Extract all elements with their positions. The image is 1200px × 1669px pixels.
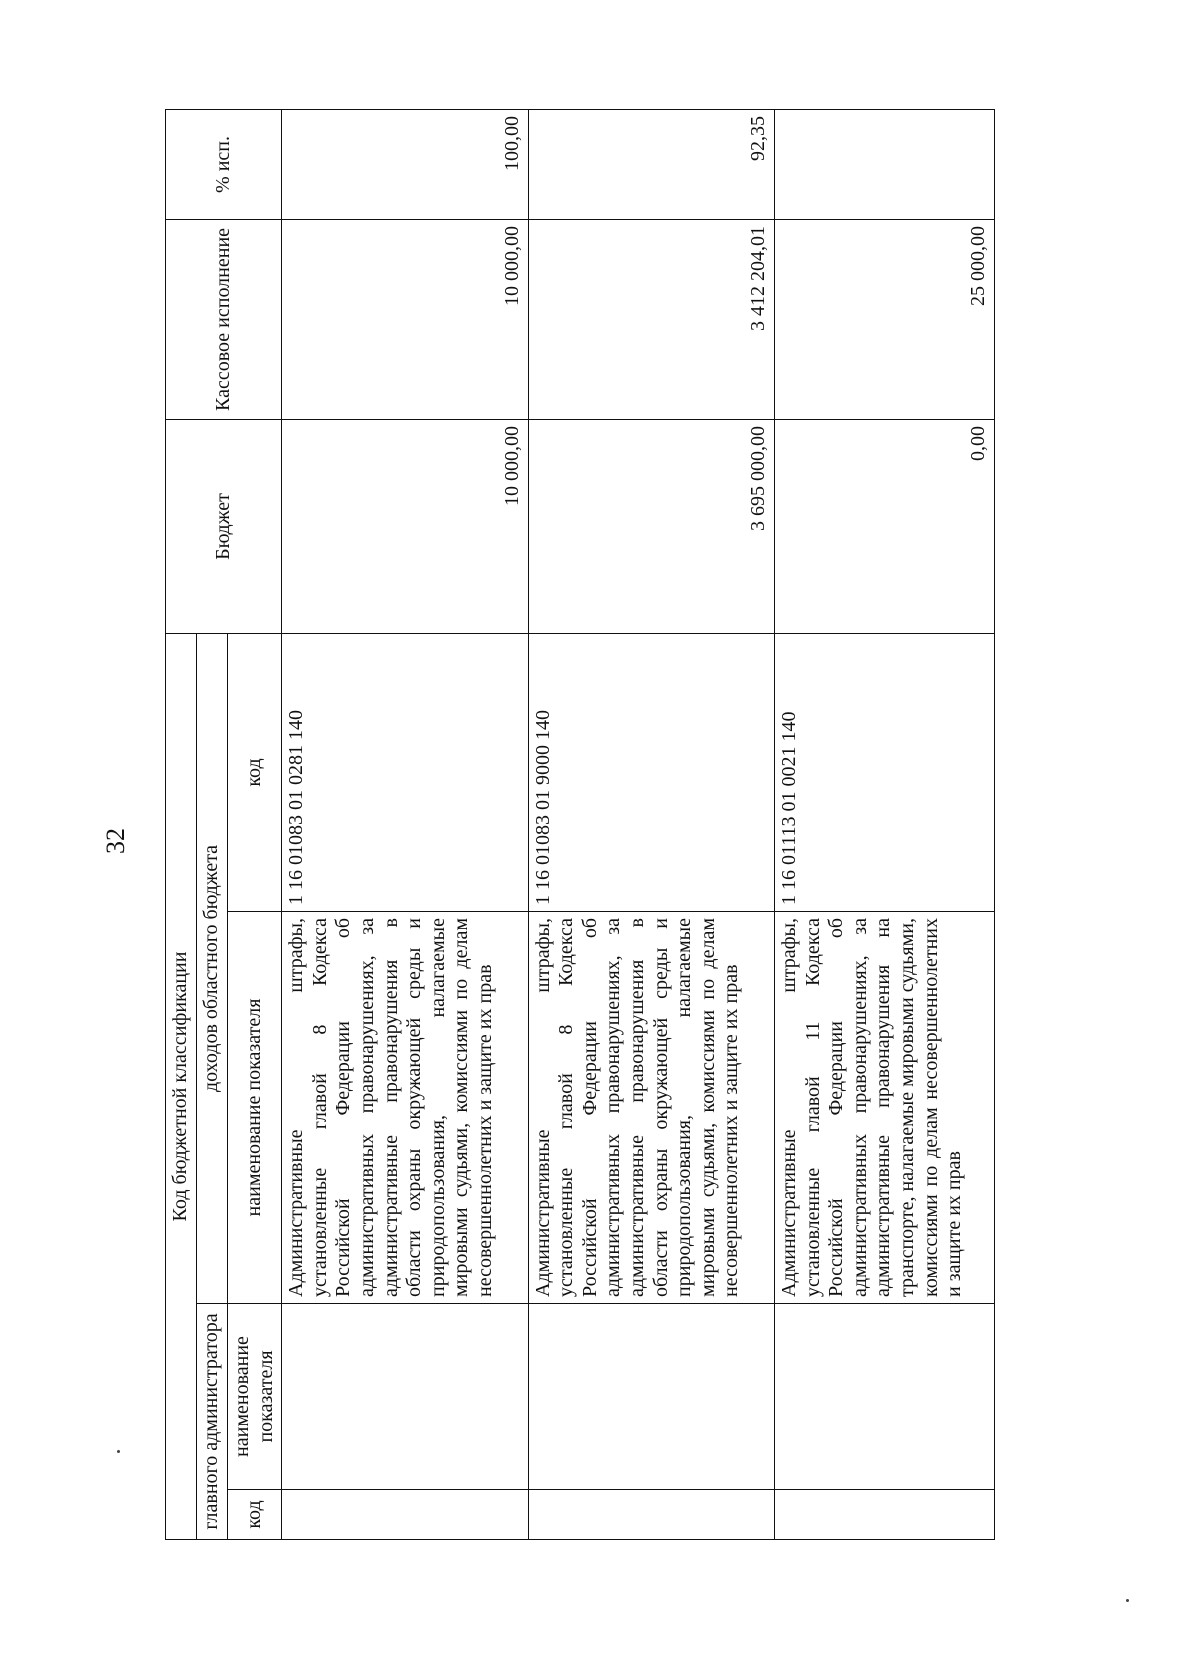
revenue-code-cell: 1 16 01083 01 0281 140 [282,633,528,911]
header-cash-execution: Кассовое исполнение [166,219,282,419]
header-admin-code: код [228,1490,282,1540]
cash-execution-cell: 3 412 204,01 [528,219,774,419]
header-percent: % исп. [166,109,282,219]
cash-execution-cell: 10 000,00 [282,219,528,419]
budget-cell: 10 000,00 [282,419,528,633]
revenue-code-cell: 1 16 01083 01 9000 140 [528,633,774,911]
scan-speck [117,1450,120,1453]
page-number: 32 [101,828,130,854]
indicator-name-cell: Административные штрафы, установленные главой 8 Кодекса Российской Федерации об административных правонарушениях, за административные правонарушения в области охраны окружающей среды и природопользования, налагаемые мировыми судьями, комиссиями по делам несовершеннолетних и защите их прав [282,912,528,1304]
admin-code-cell [775,1490,995,1540]
indicator-name-cell: Административные штрафы, установленные главой 8 Кодекса Российской Федерации об административных правонарушениях, за административные правонарушения в области охраны окружающей среды и природопользования, налагаемые мировыми судьями, комиссиями по делам несовершеннолетних и защите их прав [528,912,774,1304]
admin-name-cell [282,1304,528,1490]
header-classification: Код бюджетной классификации [166,633,197,1539]
table-row [282,109,528,1539]
table-row [775,109,995,1539]
admin-name-cell [775,1304,995,1490]
scan-speck [1126,1599,1129,1602]
revenue-code-cell: 1 16 01113 01 0021 140 [775,633,995,911]
budget-cell: 0,00 [775,419,995,633]
table-row [528,109,774,1539]
percent-cell [775,109,995,219]
admin-code-cell [528,1490,774,1540]
percent-cell: 92,35 [528,109,774,219]
admin-name-cell [528,1304,774,1490]
header-main-admin: главного администратора [197,1304,228,1540]
header-revenue-code: код [228,633,282,911]
header-revenue: доходов областного бюджета [197,633,228,1303]
budget-cell: 3 695 000,00 [528,419,774,633]
budget-table [165,109,995,1540]
cash-execution-cell: 25 000,00 [775,219,995,419]
header-admin-name: наименование показателя [228,1304,282,1490]
header-budget: Бюджет [166,419,282,633]
admin-code-cell [282,1490,528,1540]
budget-table-rotated [165,110,995,1540]
percent-cell: 100,00 [282,109,528,219]
indicator-name-cell: Административные штрафы, установленные главой 11 Кодекса Российской Федерации об административных правонарушениях, за административные правонарушения на транспорте, налагаемые мировыми судьями, комиссиями по делам несовершеннолетних и защите их прав [775,912,995,1304]
header-revenue-name: наименование показателя [228,912,282,1304]
